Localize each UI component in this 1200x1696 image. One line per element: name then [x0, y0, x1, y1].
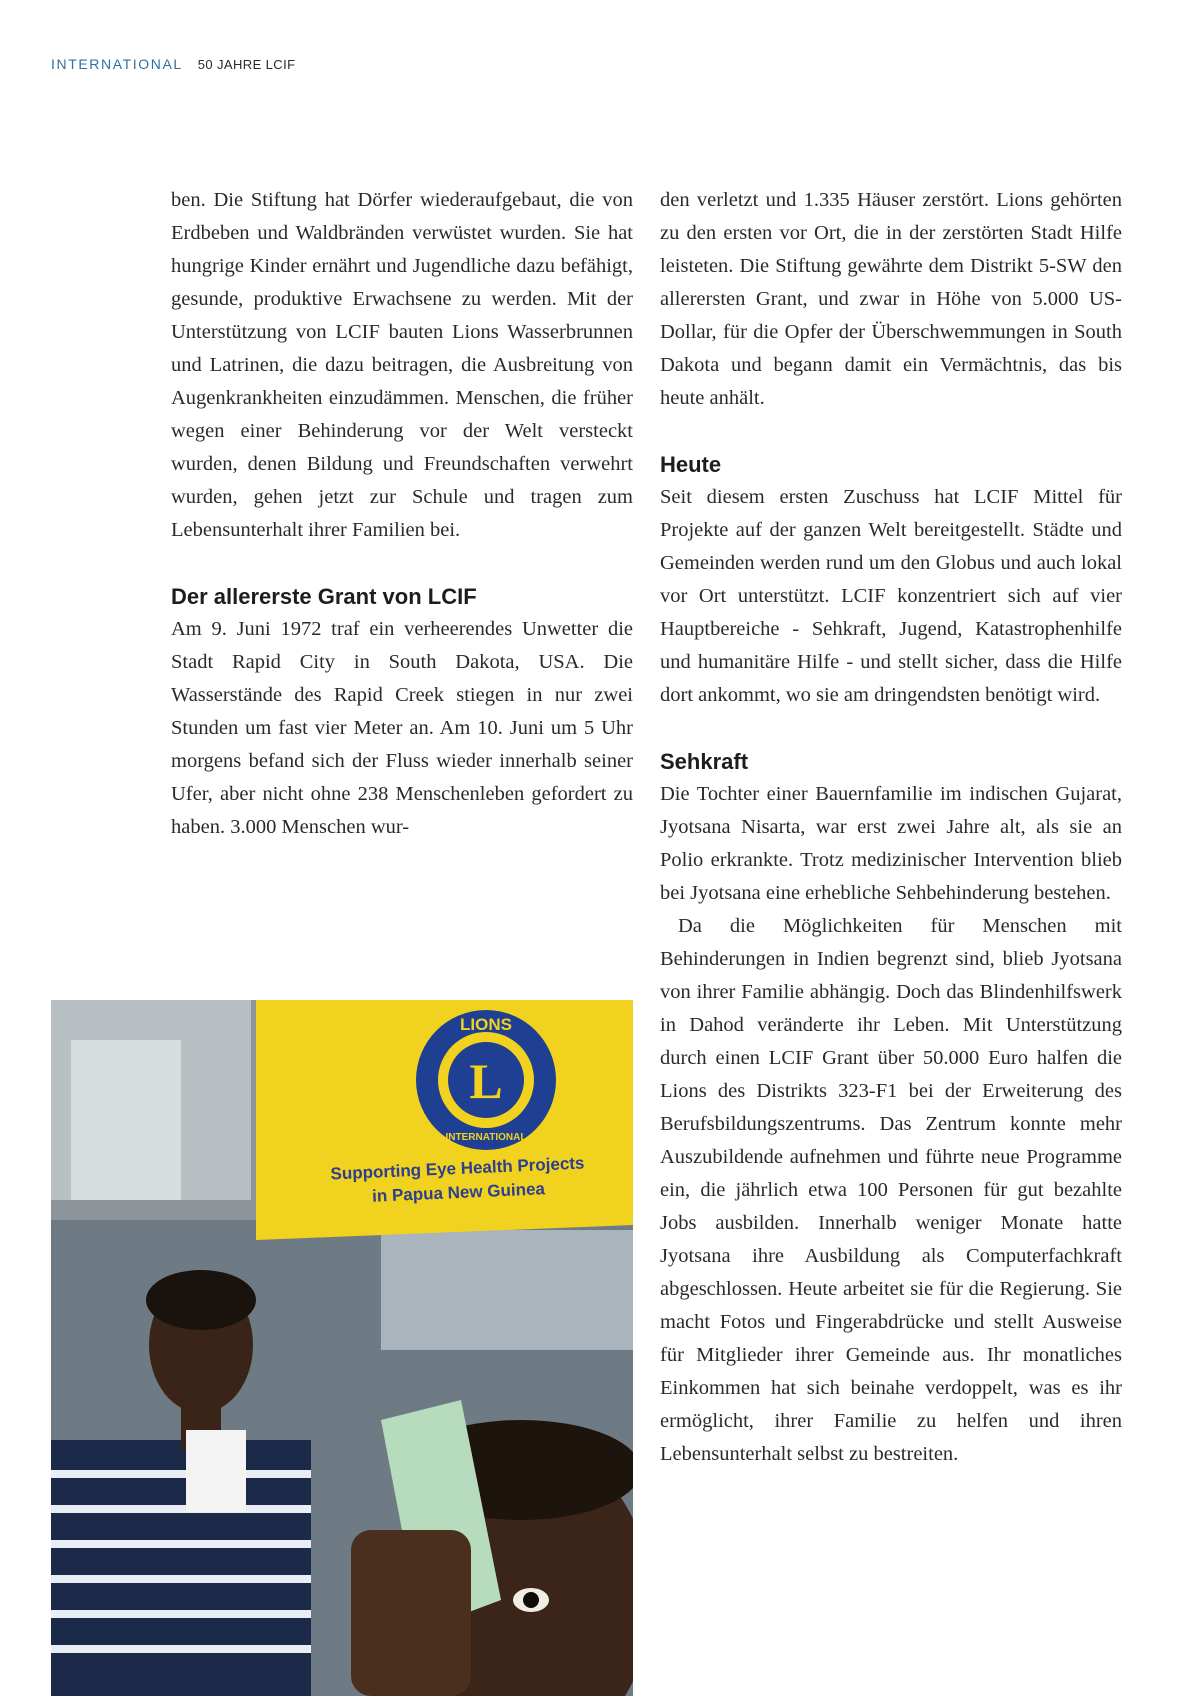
paragraph: Seit diesem ersten Zuschuss hat LCIF Mittel für Projekte auf der ganzen Welt bereitgestellt. Städte und Gemeinden werden rund um den Globus und auch lokal vor Ort unterstützt. LCIF konzentriert sich auf vier Hauptbereiche - Sehkraft, Jugend, Katastrophenhilfe und humanitäre Hilfe - und stellt sicher, dass die Hilfe dort ankommt, wo sie am dringendsten benötigt wird.: [660, 486, 1122, 706]
section-heading: Sehkraft: [660, 749, 749, 774]
paragraph: Da die Möglichkeiten für Menschen mit Behinderungen in Indien begrenzt sind, blieb Jyotsana von ihrer Familie abhängig. Doch das Blindenhilfswerk in Dahod veränderte ihr Leben. Mit Unterstützung durch einen LCIF Grant über 50.000 Euro halfen die Lions des Distrikts 323-F1 bei der Erweiterung des Berufsbildungszentrums. Das Zentrum konnte mehr Auszubildende aufnehmen und führte neue Programme ein, die jährlich etwa 100 Personen für gut bezahlte Jobs ausbilden. Innerhalb weniger Monate hatte Jyotsana ihre Ausbildung als Computerfachkraft abgeschlossen. Heute arbeitet sie für die Regierung. Sie macht Fotos und Fingerabdrücke und stellt Ausweise für Mitglieder ihrer Gemeinde aus. Ihr monatliches Einkommen hat sich beinahe verdoppelt, was es ihr ermöglicht, ihrer Familie zu helfen und ihren Lebensunterhalt selbst zu bestreiten.: [660, 915, 1122, 1465]
banner-line: Supporting Eye Health Projects: [330, 1153, 585, 1184]
lions-logo-icon: [416, 1010, 556, 1150]
paragraph: Am 9. Juni 1972 traf ein verheerendes Unwetter die Stadt Rapid City in South Dakota, USA. Die Wasserstände des Rapid Creek stiegen in nur zwei Stunden um fast vier Meter an. Am 10. Juni um 5 Uhr morgens befand sich der Fluss wieder innerhalb seiner Ufer, aber nicht ohne 238 Menschenleben gefordert zu haben. 3.000 Menschen wur-: [171, 618, 633, 838]
section-heading: Heute: [660, 452, 722, 477]
issue-label: 50 JAHRE LCIF: [197, 57, 296, 72]
section-heading: Der allererste Grant von LCIF: [171, 584, 477, 609]
paragraph: Die Tochter einer Bauernfamilie im indischen Gujarat, Jyotsana Nisarta, war erst zwei Jahre alt, als sie an Polio erkrankte. Trotz medizinischer Intervention blieb bei Jyotsana eine erhebliche Sehbehinderung bestehen.: [660, 783, 1122, 904]
logo-bottom-text: INTERNATIONAL: [445, 1132, 527, 1143]
logo-top-text: LIONS: [460, 1015, 512, 1034]
section-label: INTERNATIONAL: [51, 56, 183, 72]
left-column: [171, 184, 633, 844]
running-header: [51, 56, 295, 72]
right-column: [660, 184, 1122, 1471]
child-figure: [351, 1400, 633, 1696]
banner-line: in Papua New Guinea: [371, 1179, 546, 1206]
logo-letter: L: [469, 1053, 503, 1109]
paragraph: ben. Die Stiftung hat Dörfer wiederaufgebaut, die von Erdbeben und Waldbränden verwüstet wurden. Sie hat hungrige Kinder ernährt und Jugendliche dazu befähigt, gesunde, produktive Erwachsene zu werden. Mit der Unterstützung von LCIF bauten Lions Wasserbrunnen und Latrinen, die dazu beitragen, die Ausbreitung von Augenkrankheiten einzudämmen. Menschen, die früher wegen einer Behinderung vor der Welt versteckt wurden, denen Bildung und Freundschaften verwehrt wurden, gehen jetzt zur Schule und tragen zum Lebensunterhalt ihrer Familien bei.: [171, 189, 633, 541]
paragraph: den verletzt und 1.335 Häuser zerstört. Lions gehörten zu den ersten vor Ort, die in der zerstörten Stadt Hilfe leisteten. Die Stiftung gewährte dem Distrikt 5-SW den allerersten Grant, und zwar in Höhe von 5.000 US-Dollar, für die Opfer der Überschwemmungen in South Dakota und begann damit ein Vermächtnis, das bis heute anhält.: [660, 189, 1122, 409]
article-photo: [51, 1000, 633, 1696]
